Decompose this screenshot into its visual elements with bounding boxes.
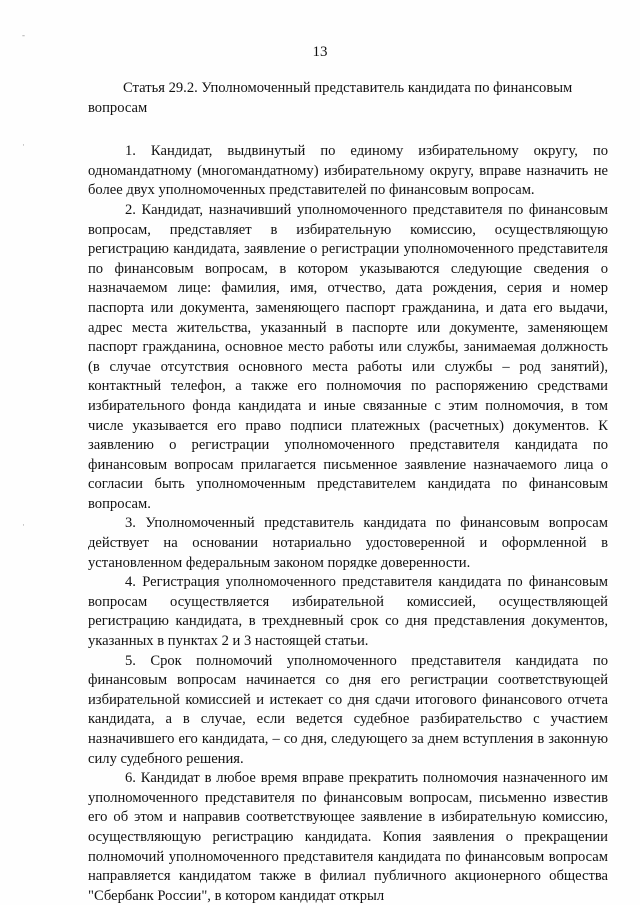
article-title: Статья 29.2. Уполномоченный представитель кандидата по финансовым вопросам [88,80,573,116]
scan-margin-mark: - [22,30,25,40]
paragraph-5: 5. Срок полномочий уполномоченного представителя кандидата по финансовым вопросам начинается со дня его регистрации соответствующей избирательной комиссией и истекает со дня сдачи итогового финансового отчета кандидата, а в случае, если ведется судебное разбирательство с участием назначившего его кандидата, – со дня, следующего за днем вступления в законную силу судебного решения. [88,652,608,767]
scan-margin-mark: · [22,520,25,530]
paragraph-1: 1. Кандидат, выдвинутый по единому избирательному округу, по одномандатному (многомандатному) избирательному округу, вправе назначить не более двух уполномоченных представителей по финансовым вопросам. [88,143,608,199]
paragraph-4: 4. Регистрация уполномоченного представителя кандидата по финансовым вопросам осуществляется избирательной комиссией, осуществляющей регистрацию кандидата, в трехдневный срок со дня представления документов, указанных в пунктах 2 и 3 настоящей статьи. [88,574,608,650]
scan-margin-mark: · [22,140,25,150]
paragraph-3: 3. Уполномоченный представитель кандидата по финансовым вопросам действует на основании нотариально удостоверенной и оформленной в установленном федеральным законом порядке доверенности. [88,515,608,571]
page-number: 13 [312,44,328,60]
paragraph-6: 6. Кандидат в любое время вправе прекратить полномочия назначенного им уполномоченного представителя по финансовым вопросам, письменно известив его об этом и направив соответствующее заявление в избирательную комиссию, осуществляющую регистрацию кандидата. Копия заявления о прекращении полномочий уполномоченного представителя кандидата по финансовым вопросам направляется кандидатом также в филиал публичного акционерного общества "Сбербанк России", в котором кандидат открыл [88,770,608,904]
paragraph-2: 2. Кандидат, назначивший уполномоченного представителя по финансовым вопросам, представляет в избирательную комиссию, осуществляющую регистрацию кандидата, заявление о регистрации уполномоченного представителя по финансовым вопросам, в котором указываются следующие сведения о назначаемом лице: фамилия, имя, отчество, дата рождения, серия и номер паспорта или документа, заменяющего паспорт гражданина, и дата его выдачи, адрес места жительства, указанный в паспорте или документе, заменяющем паспорт гражданина, основное место работы или службы, занимаемая должность (в случае отсутствия основного места работы или службы – род занятий), контактный телефон, а также его полномочия по распоряжению средствами избирательного фонда кандидата и иные связанные с этим полномочия, в том числе указывается его право подписи платежных (расчетных) документов. К заявлению о регистрации уполномоченного представителя кандидата по финансовым вопросам прилагается письменное заявление назначаемого лица о согласии быть уполномоченным представителем кандидата по финансовым вопросам. [88,201,608,512]
document-body [88,79,608,906]
